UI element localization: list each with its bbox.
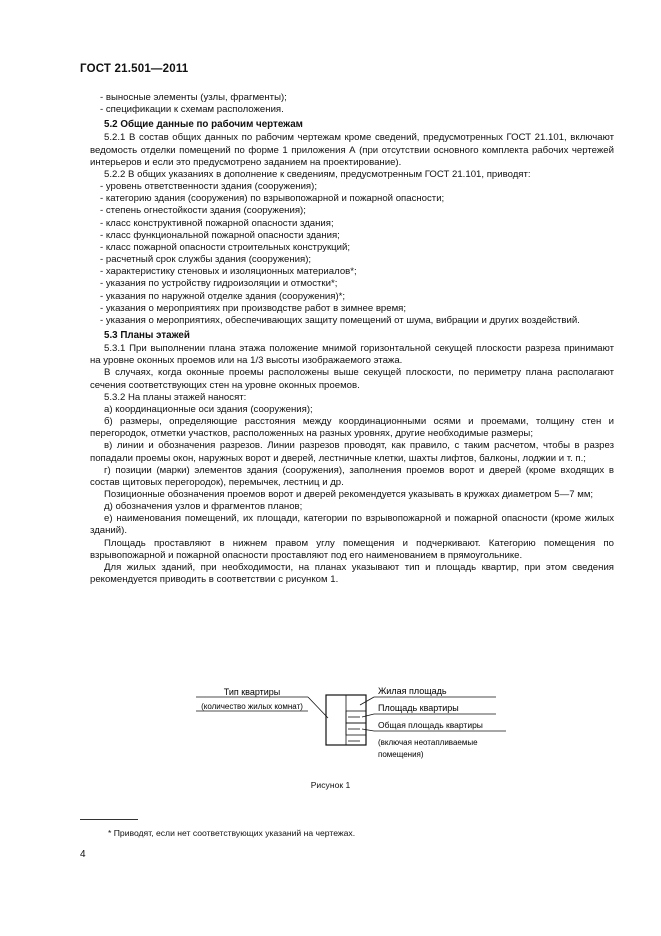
- figure-caption: Рисунок 1: [310, 780, 351, 790]
- label-apartment-type: Тип квартиры: [223, 687, 281, 697]
- document-header: ГОСТ 21.501—2011: [80, 63, 189, 75]
- label-total-note: помещения): [378, 750, 424, 759]
- list-item: - класс функциональной пожарной опасности здания;: [100, 229, 340, 241]
- list-item: д) обозначения узлов и фрагментов планов;: [104, 501, 303, 513]
- paragraph: Для жилых зданий, при необходимости, на планах указывают тип и площадь квартир, при этом сведения рекомендуется приводить в соответствии с рисунком 1.: [90, 561, 614, 586]
- list-item: - указания по наружной отделке здания (сооружения)*;: [100, 290, 346, 302]
- list-item: - категорию здания (сооружения) по взрывопожарной и пожарной опасности;: [100, 193, 445, 205]
- paragraph-5-3-2: 5.3.2 На планы этажей наносят:: [104, 391, 247, 403]
- list-item: б) размеры, определяющие расстояния между координационными осями и проемами, толщину стен и перегородок, отметки участков, расположенных на разных уровнях, другие необходимые размеры;: [90, 416, 614, 440]
- label-total-area: Общая площадь квартиры: [378, 720, 483, 730]
- list-item: - класс пожарной опасности строительных конструкций;: [100, 241, 351, 253]
- footnote: * Приводят, если нет соответствующих указаний на чертежах.: [108, 828, 356, 838]
- paragraph: Позиционные обозначения проемов ворот и дверей рекомендуется указывать в кружках диаметром 5—7 мм;: [104, 489, 594, 500]
- paragraph-5-3-1: 5.3.1 При выполнении плана этажа положение мнимой горизонтальной секущей плоскости разреза принимают на уровне оконных проемов или на 1/3 высоты изображаемого этажа.: [90, 343, 614, 367]
- leader-line: [362, 714, 374, 717]
- label-total-note: (включая неотапливаемые: [378, 738, 478, 747]
- leader-line: [362, 729, 374, 731]
- list-item: - выносные элементы (узлы, фрагменты);: [100, 92, 287, 103]
- list-item: е) наименования помещений, их площади, категории по взрывопожарной и пожарной опасности (кроме жилых зданий).: [90, 513, 614, 537]
- list-item: - указания о мероприятиях, обеспечивающих защиту помещений от шума, вибрации и других воздействий.: [100, 314, 580, 326]
- list-item: - степень огнестойкости здания (сооружения);: [100, 205, 306, 217]
- list-item: - спецификации к схемам расположения.: [100, 104, 284, 116]
- document-body: [90, 92, 614, 586]
- paragraph-5-2-1: 5.2.1 В состав общих данных по рабочим чертежам кроме сведений, предусмотренных ГОСТ 21.101, включают ведомость отделки помещений по форме 1 приложения А (при отсутствии основного комплекта рабочих чертежей интерьеров и если это предусмотрено заданием на проектирование).: [90, 132, 614, 168]
- list-item: - класс конструктивной пожарной опасности здания;: [100, 217, 334, 229]
- section-heading-5-3: 5.3 Планы этажей: [104, 329, 190, 341]
- figure-apartment-label-scheme: [196, 683, 516, 778]
- footnote-divider: [80, 819, 138, 820]
- paragraph-5-2-2: 5.2.2 В общих указаниях в дополнение к сведениям, предусмотренным ГОСТ 21.101, приводят:: [104, 168, 531, 180]
- list-item: г) позиции (марки) элементов здания (сооружения), заполнения проемов ворот и дверей (кроме входящих в состав щитовых перегородок), перемычек, лестниц и др.: [90, 464, 614, 488]
- list-item: - расчетный срок службы здания (сооружения);: [100, 254, 312, 266]
- list-item: - характеристику стеновых и изоляционных материалов*;: [100, 266, 357, 278]
- list-item: в) линии и обозначения разрезов. Линии разрезов проводят, как правило, с таким расчетом, чтобы в разрез попадали проемы окон, наружных ворот и дверей, лестничные клетки, шахты лифтов, балконы, лоджии и т. п.;: [90, 440, 614, 464]
- label-room-count: (количество жилых комнат): [201, 702, 303, 711]
- list-item: - уровень ответственности здания (сооружения);: [100, 181, 317, 193]
- section-heading-5-2: 5.2 Общие данные по рабочим чертежам: [104, 119, 303, 131]
- paragraph: Площадь проставляют в нижнем правом углу помещения и подчеркивают. Категорию помещения по взрывопожарной и пожарной опасности проставляют под его наименованием в прямоугольнике.: [90, 537, 614, 561]
- list-item: а) координационные оси здания (сооружения);: [104, 403, 313, 415]
- label-apartment-area: Площадь квартиры: [378, 703, 459, 713]
- page-number: 4: [80, 849, 86, 860]
- list-item: - указания о мероприятиях при производстве работ в зимнее время;: [100, 302, 407, 314]
- leader-line: [308, 697, 328, 718]
- list-item: - указания по устройству гидроизоляции и отмостки*;: [100, 278, 338, 290]
- leader-line: [360, 697, 374, 705]
- figure-diagram: [196, 683, 516, 778]
- label-living-area: Жилая площадь: [378, 686, 447, 696]
- paragraph: В случаях, когда оконные проемы расположены выше секущей плоскости, по периметру плана располагают сечения соответствующих стен на уровне оконных проемов.: [90, 367, 614, 391]
